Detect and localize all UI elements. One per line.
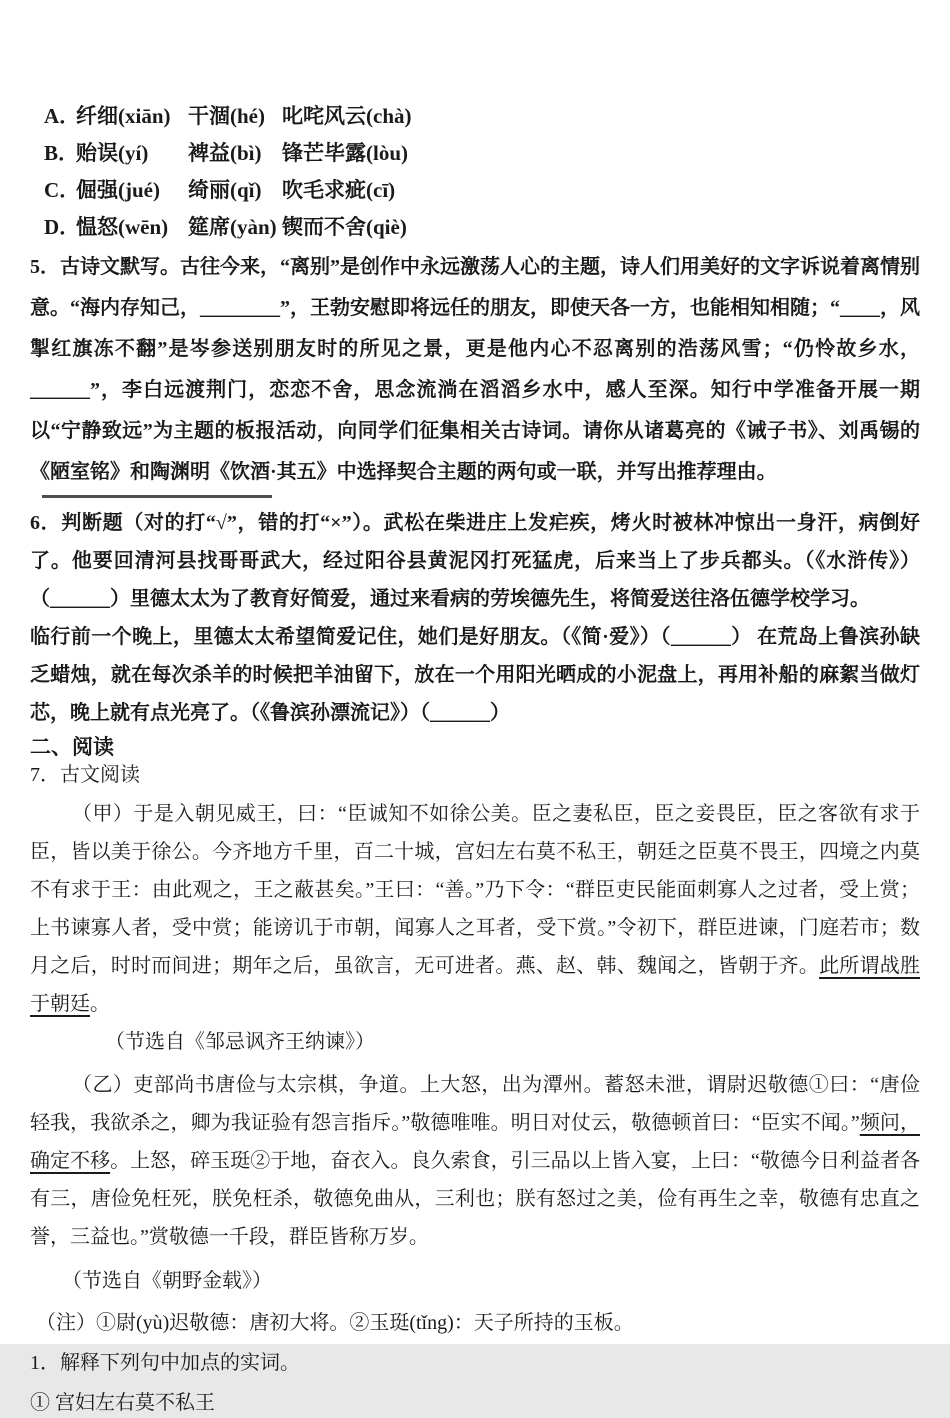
- answer-blank-line: [42, 495, 272, 498]
- subquestion-1: 1．解释下列句中加点的实词。: [30, 1352, 300, 1374]
- subquestion-1-item-1: ① 宫妇左右莫不私王: [30, 1392, 215, 1414]
- option-c-word-1: 倔强(jué): [76, 177, 160, 202]
- passage-yi-text-1: （乙）吏部尚书唐俭与太宗棋，争道。上大怒，出为潭州。蓄怒未泄，谓尉迟敬德①曰：“唐俭轻我，我欲杀之，卿为我证验有怨言指斥。”敬德唯唯。明日对仗云，敬德顿首曰：“臣实不闻。”: [30, 1074, 920, 1134]
- option-label-d: D．: [44, 214, 81, 239]
- option-c-word-2: 绮丽(qǐ): [188, 177, 262, 202]
- passage-yi-source: （节选自《朝野金载》）: [62, 1270, 272, 1292]
- passage-yi-underlined-phrase: 频问，确定不移: [30, 1112, 921, 1172]
- question-5-text: 5．古诗文默写。古往今来，“离别”是创作中永远激荡人心的主题，诗人们用美好的文字诉说着离情别意。“海内存知己，________”，王勃安慰即将远任的朋友，即使天各一方，也能相知相随；“____，风掣红旗冻不翻”是岑参送别朋友时的所见之景，更是他内心不忍离别的浩荡风雪；“仍怜故乡水，______”，李白远渡荆门，恋恋不舍，思念流淌在滔滔乡水中，感人至深。知行中学准备开展一期以“宁静致远”为主题的板报活动，向同学们征集相关古诗词。请你从诸葛亮的《诫子书》、刘禹锡的《陋室铭》和陶渊明《饮酒·其五》中选择契合主题的两句或一联，并写出推荐理由。: [30, 256, 920, 483]
- option-a-word-2: 干涸(hé): [188, 103, 265, 128]
- option-b-word-2: 裨益(bì): [188, 140, 262, 165]
- option-row-b: [44, 133, 920, 170]
- pronunciation-options: [30, 96, 920, 244]
- option-a-word-1: 纤细(xiān): [76, 103, 171, 128]
- section-2-reading-heading: 二、阅读: [30, 735, 114, 759]
- option-row-c: [44, 170, 920, 207]
- passage-jia-source: （节选自《邹忌讽齐王纳谏》）: [105, 1031, 375, 1053]
- option-b-word-3: 锋芒毕露(lòu): [282, 140, 408, 165]
- option-d-word-1: 愠怒(wēn): [76, 214, 169, 239]
- passage-jia-tail: 。: [90, 993, 110, 1015]
- option-row-a: [44, 96, 920, 133]
- option-d-word-2: 筵席(yàn): [188, 214, 277, 239]
- option-label-b: B．: [44, 140, 80, 165]
- option-b-word-1: 贻误(yí): [76, 140, 149, 165]
- passage-notes: （注）①尉(yù)迟敬德：唐初大将。②玉珽(tǐng)：天子所持的玉板。: [36, 1312, 634, 1334]
- option-label-c: C．: [44, 177, 81, 202]
- passage-yi: [30, 1066, 920, 1256]
- question-6-text-part1: 6．判断题（对的打“√”，错的打“×”）。武松在柴进庄上发疟疾，烤火时被林冲惊出一身汗，病倒好了。他要回清河县找哥哥武大，经过阳谷县黄泥冈打死猛虎，后来当上了步兵都头。（《水浒传》）（______）里德太太为了教育好简爱，通过来看病的劳埃德先生，将简爱送往洛伍德学校学习。: [30, 512, 920, 610]
- passage-yi-text-2: 。上怒，碎玉珽②于地，奋衣入。良久索食，引三品以上皆入宴，上曰：“敬德今日利益者各有三，唐俭免枉死，朕免枉杀，敬德免曲从，三利也；朕有怒过之美，俭有再生之幸，敬德有忠直之誉，三益也。”赏敬德一千段，群臣皆称万岁。: [30, 1150, 920, 1248]
- passage-jia-text: （甲）于是入朝见威王，曰：“臣诚知不如徐公美。臣之妻私臣，臣之妾畏臣，臣之客欲有求于臣，皆以美于徐公。今齐地方千里，百二十城，宫妇左右莫不私王，朝廷之臣莫不畏王，四境之内莫不有求于王：由此观之，王之蔽甚矣。”王曰：“善。”乃下令：“群臣吏民能面刺寡人之过者，受上赏；上书谏寡人者，受中赏；能谤讥于市朝，闻寡人之耳者，受下赏。”令初下，群臣进谏，门庭若市；数月之后，时时而间进；期年之后，虽欲言，无可进者。燕、赵、韩、魏闻之，皆朝于齐。: [30, 803, 920, 977]
- question-7-heading: 7．古文阅读: [30, 764, 140, 786]
- option-c-word-3: 吹毛求疵(cī): [282, 177, 396, 202]
- option-a-word-3: 叱咤风云(chà): [282, 103, 412, 128]
- option-row-d: [44, 207, 920, 244]
- question-6-text-part2: 临行前一个晚上，里德太太希望简爱记住，她们是好朋友。（《简·爱》）（______） 在荒岛上鲁滨孙缺乏蜡烛，就在每次杀羊的时候把羊油留下，放在一个用阳光晒成的小泥盘上，再用补船的麻絮当做灯芯，晚上就有点光亮了。（《鲁滨孙漂流记》）（______）: [30, 626, 920, 724]
- option-d-word-3: 锲而不舍(qiè): [282, 214, 407, 239]
- passage-jia-underlined-sentence: 此所谓战胜于朝廷: [30, 955, 921, 1015]
- option-label-a: A．: [44, 103, 81, 128]
- passage-jia: [30, 795, 920, 1023]
